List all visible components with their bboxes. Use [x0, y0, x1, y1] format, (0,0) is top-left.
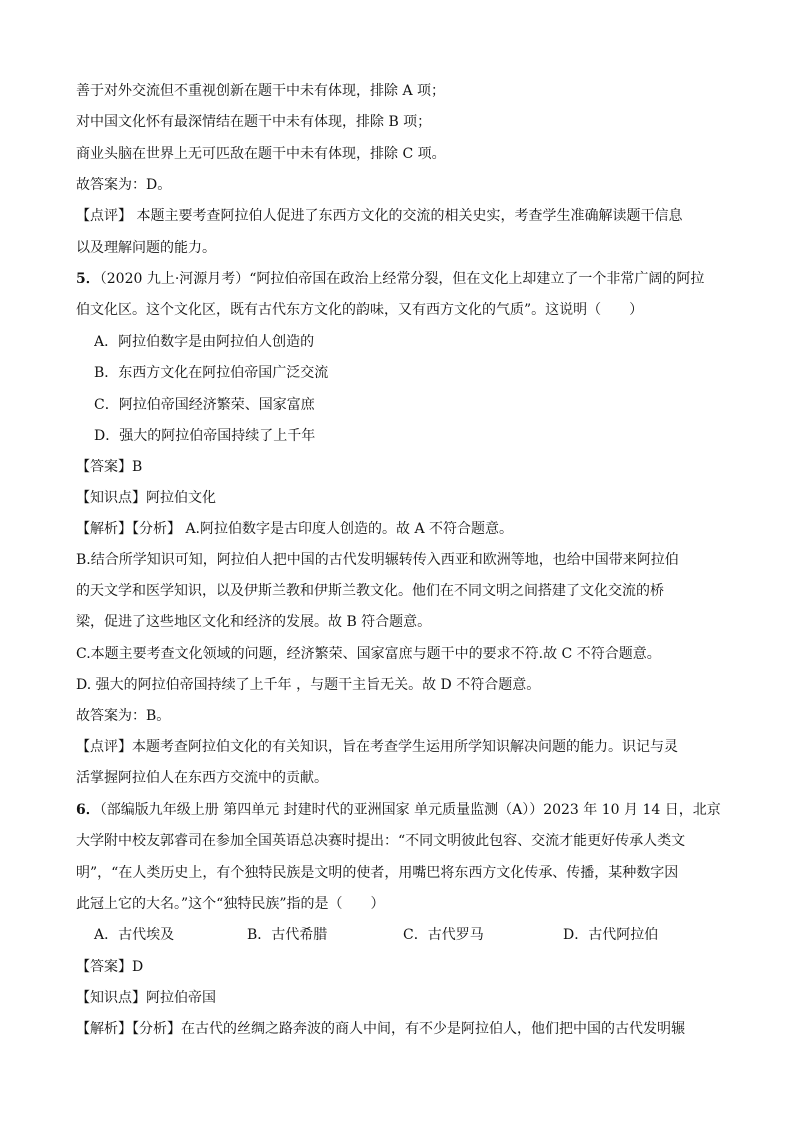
final-answer-line: 故答案为：B。 — [76, 708, 171, 724]
options-row — [94, 926, 724, 944]
knowledge-line: 【知识点】阿拉伯帝国 — [76, 990, 216, 1006]
analysis-line: 梁，促进了这些地区文化和经济的发展。故 B 符合题意。 — [76, 614, 432, 630]
question-6-stem-cont: 大学附中校友郭睿司在参加全国英语总决赛时提出：“不同文明彼此包容、交流才能更好传承人类文 — [76, 833, 686, 849]
comment-line: 【点评】本题考查阿拉伯文化的有关知识，旨在考查学生运用所学知识解决问题的能力。识记与灵 — [76, 739, 678, 755]
analysis-line: D. 强大的阿拉伯帝国持续了上千年 ，与题干主旨无关。故 D 不符合题意。 — [76, 677, 541, 693]
answer-line: 【答案】D — [76, 959, 144, 975]
question-6-stem — [76, 801, 726, 819]
comment-line: 以及理解问题的能力。 — [76, 240, 216, 256]
analysis-line: 【解析】【分析】在古代的丝绸之路奔波的商人中间，有不少是阿拉伯人，他们把中国的古代发明辗 — [76, 1021, 685, 1037]
option-a: A．古代埃及 — [94, 927, 175, 943]
text-line: 商业头脑在世界上无可匹敌在题干中未有体现，排除 C 项。 — [76, 146, 446, 162]
option-b: B．古代希腊 — [247, 927, 328, 943]
option-c: C．阿拉伯帝国经济繁荣、国家富庶 — [94, 397, 315, 413]
option-b: B．东西方文化在阿拉伯帝国广泛交流 — [94, 365, 329, 381]
question-number: 5． — [76, 271, 100, 287]
question-5-stem — [76, 270, 726, 288]
text-line: 对中国文化怀有最深情结在题干中未有体现，排除 B 项； — [76, 114, 432, 130]
analysis-line: 【解析】【分析】 A.阿拉伯数字是古印度人创造的。故 A 不符合题意。 — [76, 521, 514, 537]
comment-line: 【点评】 本题主要考查阿拉伯人促进了东西方文化的交流的相关史实，考查学生准确解读题干信息 — [76, 208, 683, 224]
analysis-line: 的天文学和医学知识，以及伊斯兰教和伊斯兰教文化。他们在不同文明之间搭建了文化交流的桥 — [76, 583, 664, 599]
option-a: A．阿拉伯数字是由阿拉伯人创造的 — [94, 334, 315, 350]
question-5-stem-cont: 伯文化区。这个文化区，既有古代东方文化的韵味，又有西方文化的气质”。这说明（ ） — [76, 302, 644, 318]
option-c: C．古代罗马 — [403, 927, 484, 943]
analysis-line: C.本题主要考查文化领域的问题，经济繁荣、国家富庶与题干中的要求不符.故 C 不符合题意。 — [76, 646, 661, 662]
question-text: （部编版九年级上册 第四单元 封建时代的亚洲国家 单元质量监测（A））2023 年 10 月 14 日，北京 — [99, 802, 721, 818]
question-6-stem-cont: 明”，“在人类历史上，有个独特民族是文明的使者，用嘴巴将东西方文化传承、传播，某种数字因 — [76, 865, 679, 881]
question-6-stem-cont: 此冠上它的大名。”这个“独特民族”指的是（ ） — [76, 896, 385, 912]
question-number: 6． — [76, 802, 100, 818]
comment-line: 活掌握阿拉伯人在东西方交流中的贡献。 — [76, 770, 328, 786]
knowledge-line: 【知识点】阿拉伯文化 — [76, 490, 216, 506]
option-d: D．古代阿拉伯 — [563, 927, 659, 943]
text-line: 故答案为：D。 — [76, 177, 172, 193]
answer-line: 【答案】B — [76, 459, 143, 475]
text-line: 善于对外交流但不重视创新在题干中未有体现，排除 A 项； — [76, 83, 446, 99]
analysis-line: B.结合所学知识可知，阿拉伯人把中国的古代发明辗转传入西亚和欧洲等地，也给中国带来阿拉伯 — [76, 552, 679, 568]
question-text: （2020 九上·河源月考）“阿拉伯帝国在政治上经常分裂，但在文化上却建立了一个非常广阔的阿拉 — [99, 271, 705, 287]
option-d: D．强大的阿拉伯帝国持续了上千年 — [94, 428, 316, 444]
